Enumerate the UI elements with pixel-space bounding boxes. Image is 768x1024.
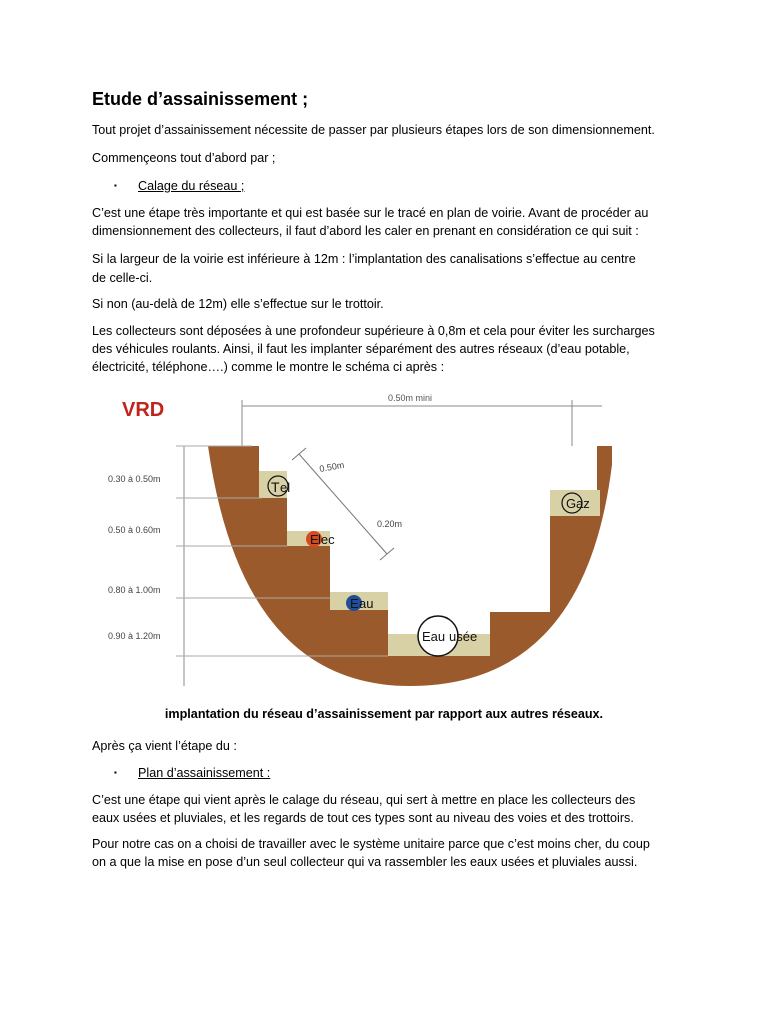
intro-paragraph: Tout projet d’assainissement nécessite de passer par plusieurs étapes lors de son dimensionnement.	[92, 123, 655, 137]
condition2-text: Si non (au-delà de 12m) elle s’effectue sur le trottoir.	[92, 297, 384, 311]
section2-para2-line1: Pour notre cas on a choisi de travailler avec le système unitaire parce que c’est moins cher, du coup	[92, 837, 650, 851]
bullet-icon: ▪	[114, 181, 117, 190]
section1-heading	[114, 177, 244, 195]
diag-tick	[380, 548, 394, 560]
depth-label: 0.50 à 0.60m	[108, 525, 161, 535]
depth-label: 0.80 à 1.00m	[108, 585, 161, 595]
condition1-line1: Si la largeur de la voirie est inférieure à 12m : l’implantation des canalisations s’effectue au centre	[92, 252, 636, 266]
figure-caption: implantation du réseau d’assainissement par rapport aux autres réseaux.	[164, 707, 604, 721]
gaz-label-rest: az	[576, 496, 590, 511]
section1-label: Calage du réseau ;	[138, 179, 245, 193]
tel-label-initial: T	[271, 479, 280, 495]
vrd-logo: VRD	[122, 399, 165, 421]
vrd-diagram	[92, 386, 612, 698]
section2-para2-line2: on a que la mise en pose d’un seul collecteur qui va rassembler les eaux usées et pluviales aussi.	[92, 855, 638, 869]
top-dim-label: 0.50m mini	[388, 393, 433, 403]
section1-para1-line1: C’est une étape très importante et qui est basée sur le tracé en plan de voirie. Avant de procéder au	[92, 206, 649, 220]
elec-label-initial: E	[310, 532, 319, 547]
document-title: Etude d’assainissement ;	[92, 89, 309, 109]
elec-label-rest: lec	[318, 532, 335, 547]
section2-para1-line2: eaux usées et pluviales, et les regards de tout ces types sont au niveau des voies et des trottoirs.	[92, 811, 634, 825]
diag-tick	[292, 448, 306, 460]
bullet-icon: ▪	[114, 768, 117, 777]
section1-para2-line2: des véhicules roulants. Ainsi, il faut les implanter séparément des autres réseaux (d’eau potable,	[92, 342, 630, 356]
start-line: Commençeons tout d’abord par ;	[92, 151, 276, 165]
depth-label: 0.30 à 0.50m	[108, 474, 161, 484]
section2-paragraph1	[92, 791, 682, 827]
gaz-label-initial: G	[566, 496, 577, 511]
condition-2	[92, 295, 682, 314]
condition1-line2: de celle-ci.	[92, 271, 153, 285]
next-step-line: Après ça vient l’étape du :	[92, 739, 237, 753]
diag-dim1-label: 0.50m	[318, 459, 345, 474]
section1-paragraph1	[92, 204, 682, 240]
section1-para2-line1: Les collecteurs sont déposées à une profondeur supérieure à 0,8m et cela pour éviter les surcharges	[92, 324, 655, 338]
eau-label-rest: au	[359, 596, 374, 611]
eau-usee-label-initial: Eau	[422, 629, 446, 644]
section2-paragraph2	[92, 835, 682, 871]
diag-dim2-label: 0.20m	[377, 519, 403, 529]
section2-para1-line1: C’est une étape qui vient après le calage du réseau, qui sert à mettre en place les collecteurs des	[92, 793, 636, 807]
section2-label: Plan d’assainissement :	[138, 766, 271, 780]
eau-usee-label-rest: usée	[449, 629, 478, 644]
section1-para1-line2: dimensionnement des collecteurs, il faut d’abord les caler en prenant en considération ce qui suit :	[92, 224, 639, 238]
tel-label-rest: el	[280, 480, 291, 495]
section1-para2-line3: électricité, téléphone….) comme le montre le schéma ci après :	[92, 360, 445, 374]
condition-1	[92, 250, 682, 287]
section1-paragraph2	[92, 322, 682, 376]
depth-label: 0.90 à 1.20m	[108, 631, 161, 641]
eau-label-initial: E	[350, 596, 359, 611]
section2-heading	[114, 764, 270, 782]
